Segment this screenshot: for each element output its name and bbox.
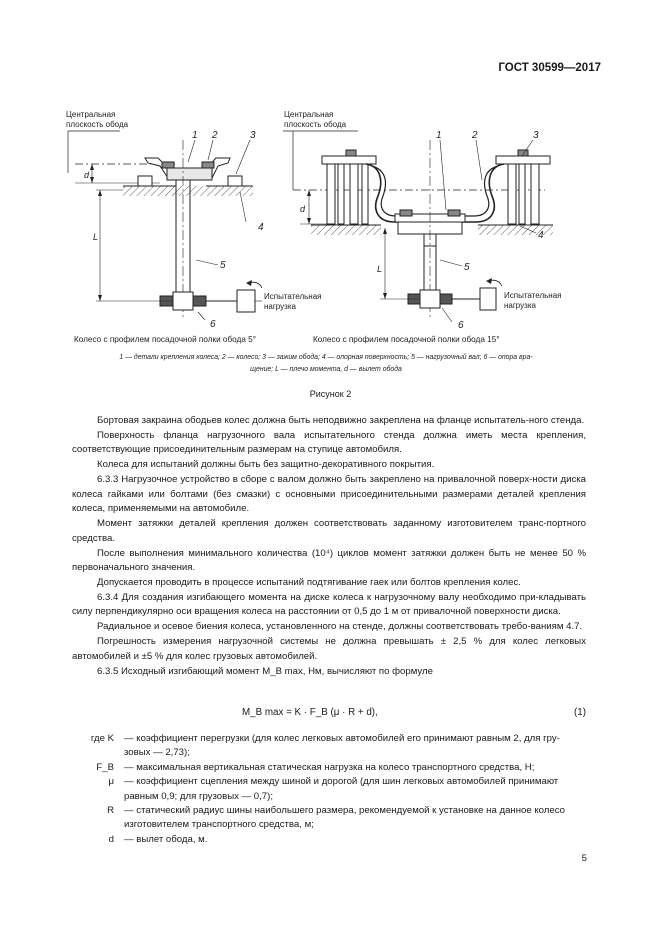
left-load-label-2: нагрузка (264, 302, 296, 311)
paragraph: Момент затяжки деталей крепления должен соответствовать заданному изготовителем транс-портного средства. (72, 518, 586, 544)
definition-symbol: d (108, 833, 114, 845)
right-callout-6: 6 (458, 320, 464, 331)
definition-symbol: F_B (96, 761, 114, 773)
left-wheel-drawing (68, 131, 262, 320)
left-plane-label-2: плоскость обода (66, 120, 129, 129)
left-callout-5: 5 (220, 260, 226, 271)
formula-number: (1) (574, 707, 586, 718)
definition-row: R — статический радиус шины наибольшего размера, рекомендуемой к установке на данное колесо изготовителем транспортного средства, м; (48, 804, 586, 833)
formula-1 (72, 707, 586, 723)
paragraph: 6.3.5 Исходный изгибающий момент M_B max, Нм, вычисляют по формуле (97, 665, 433, 677)
right-load-label-1: Испытательная (504, 291, 562, 300)
page-number: 5 (581, 853, 587, 864)
paragraph: Бортовая закраина ободьев колес должна быть неподвижно закреплена на фланце испытатель-ного стенда. (97, 415, 585, 426)
definition-row: где K — коэффициент перегрузки (для колес легковых автомобилей его принимают равным 2, для гру-зовых — 2,73); (48, 732, 586, 761)
right-dim-d: d (300, 204, 306, 214)
left-load-label-1: Испытательная (264, 292, 322, 301)
left-dim-L: L (93, 232, 99, 242)
left-callout-6: 6 (210, 319, 216, 330)
right-load-label-2: нагрузка (504, 301, 536, 310)
definition-row: μ — коэффициент сцепления между шиной и дорогой (для шин легковых автомобилей принимают равным 0,9; для грузовых — 0,7); (48, 775, 586, 804)
figure-2-drawing (0, 0, 661, 350)
right-figure-caption: Колесо с профилем посадочной полки обода 15° (313, 335, 500, 344)
body-text (72, 414, 586, 680)
paragraph: 6.3.4 Для создания изгибающего момента на диске колеса к нагрузочному валу необходимо при-кладывать силу перпендикулярно оси вращения колеса на расстоянии от 0,5 до 1 м от привалочной поверхности диска. (72, 592, 586, 618)
left-dim-d: d (84, 170, 90, 180)
paragraph: Колеса для испытаний должны быть без защитно-декоративного покрытия. (97, 459, 435, 471)
right-plane-label-2: плоскость обода (284, 120, 347, 129)
definition-text: коэффициент сцепления между шиной и дорогой (для шин легковых автомобилей принимают равным 0,9; для грузовых — 0,7); (124, 776, 559, 802)
paragraph: Радиальное и осевое биения колеса, установленного на стенде, должны соответствовать требо-ваниям 4.7. (97, 621, 583, 633)
paragraph: Допускается проводить в процессе испытаний подтягивание гаек или болтов крепления колес. (97, 577, 521, 589)
paragraph: Поверхность фланца нагрузочного вала испытательного стенда должна иметь места крепления, соответствующие присоединительным размерам на ступице автомобиля. (72, 430, 586, 456)
left-plane-label-1: Центральная (66, 110, 116, 119)
left-callout-3: 3 (250, 130, 256, 141)
definition-symbol: R (107, 805, 114, 817)
figure-title: Рисунок 2 (309, 389, 352, 399)
right-callout-3: 3 (533, 130, 539, 141)
right-callout-1: 1 (436, 130, 442, 141)
legend-line-2: щение; L — плечо момента, d — вылет обода (250, 365, 402, 373)
figure-legend (66, 352, 586, 375)
definition-symbol: μ (108, 776, 114, 788)
definition-row: F_B — максимальная вертикальная статическая нагрузка на колесо транспортного средства, Н; (48, 761, 586, 775)
definition-symbol: где K (90, 733, 114, 744)
left-callout-2: 2 (212, 130, 218, 141)
definition-row: d — вылет обода, м. (48, 833, 586, 847)
legend-line-1: 1 — детали крепления колеса; 2 — колесо; 3 — зажим обода; 4 — опорная поверхность; 5 — нагрузочный вал; 6 — опора вра- (119, 354, 533, 361)
definition-text: коэффициент перегрузки (для колес легковых автомобилей его принимают равным 2, для гру-зовых — 2,73); (124, 733, 560, 759)
document-header: ГОСТ 30599—2017 (498, 62, 601, 74)
paragraph: После выполнения минимального количества (10⁴) циклов момент затяжки должен быть не менее 50 % первоначального значения. (72, 547, 586, 574)
paragraph: 6.3.3 Нагрузочное устройство в сборе с валом должно быть закреплено на привалочной поверх-ности диска колеса гайками или болтами (без смазки) с основными присоединительными размерами деталей крепления колеса, применяемыми на автомобиле. (72, 474, 586, 515)
formula-expression: M_B max = K · F_B (μ · R + d), (242, 707, 378, 718)
definition-text: максимальная вертикальная статическая нагрузка на колесо транспортного средства, Н; (136, 761, 535, 773)
definition-text: вылет обода, м. (136, 833, 208, 845)
left-callout-1: 1 (192, 130, 198, 141)
right-dim-L: L (377, 264, 383, 274)
paragraph: Погрешность измерения нагрузочной системы не должна превышать ± 2,5 % для колес легковых автомобилей и ±5 % для колес грузовых автомобилей. (72, 636, 586, 662)
definition-text: статический радиус шины наибольшего размера, рекомендуемой к установке на данное колесо изготовителем транспортного средства, м; (124, 805, 565, 831)
left-callout-4: 4 (258, 222, 264, 233)
left-figure-caption: Колесо с профилем посадочной полки обода 5° (74, 335, 256, 344)
symbol-definitions (48, 732, 586, 847)
right-callout-4: 4 (538, 230, 544, 241)
right-plane-label-1: Центральная (284, 110, 334, 119)
right-callout-2: 2 (472, 130, 478, 141)
right-callout-5: 5 (464, 262, 470, 273)
